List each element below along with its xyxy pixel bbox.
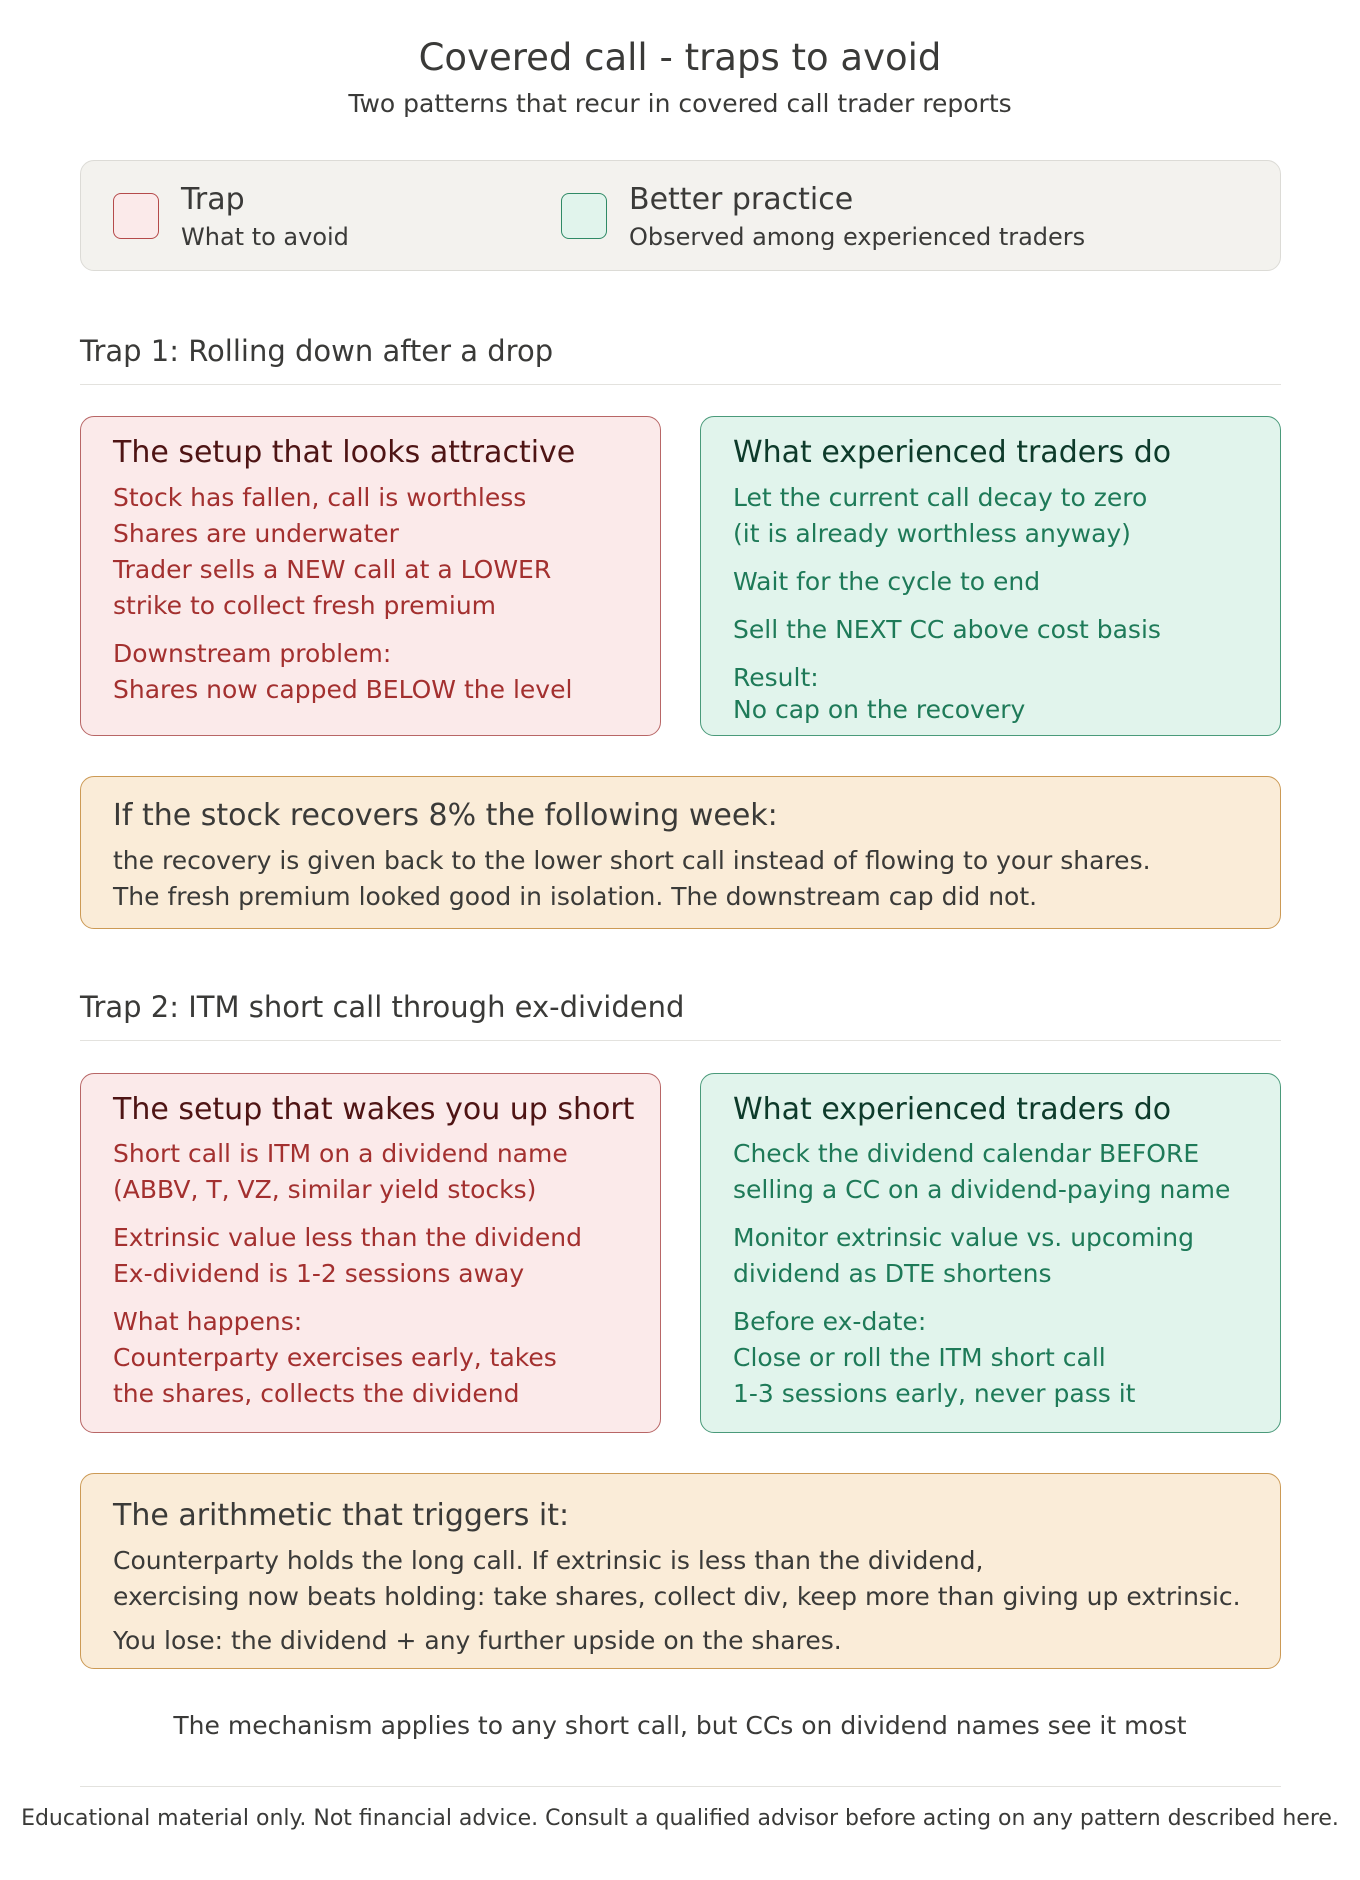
trap2-trap-line: Ex-dividend is 1-2 sessions away (113, 1259, 525, 1288)
trap1-note-line: The fresh premium looked good in isolation. The downstream cap did not. (113, 882, 1038, 911)
trap1-good-card-title: What experienced traders do (733, 435, 1172, 470)
trap1-trap-line: strike to collect fresh premium (113, 591, 497, 620)
trap1-note-title: If the stock recovers 8% the following week: (113, 798, 778, 833)
trap2-trap-card (80, 1073, 661, 1433)
disclaimer: Educational material only. Not financial advice. Consult a qualified advisor before acting on any pattern described here. (21, 1806, 1339, 1831)
trap2-trap-line: What happens: (113, 1307, 303, 1336)
trap2-good-line: 1-3 sessions early, never pass it (733, 1379, 1136, 1408)
trap2-trap-line: Extrinsic value less than the dividend (113, 1223, 582, 1252)
trap1-trap-card (80, 416, 661, 736)
trap2-good-card (700, 1073, 1281, 1433)
trap1-good-card (700, 416, 1281, 736)
trap2-trap-card-title: The setup that wakes you up short (113, 1092, 635, 1127)
trap1-trap-line: Trader sells a NEW call at a LOWER (113, 555, 552, 584)
trap1-trap-line: Stock has fallen, call is worthless (113, 483, 527, 512)
trap2-heading: Trap 2: ITM short call through ex-dividend (80, 990, 685, 1024)
trap1-good-line: No cap on the recovery (733, 695, 1026, 724)
trap2-good-line: Before ex-date: (733, 1307, 927, 1336)
trap2-good-line: selling a CC on a dividend-paying name (733, 1175, 1231, 1204)
trap1-heading: Trap 1: Rolling down after a drop (80, 334, 554, 368)
trap1-good-line: Sell the NEXT CC above cost basis (733, 615, 1161, 644)
trap1-good-line: Wait for the cycle to end (733, 567, 1041, 596)
trap2-note-title: The arithmetic that triggers it: (113, 1498, 570, 1533)
trap2-good-line: Close or roll the ITM short call (733, 1343, 1106, 1372)
trap1-note-line: the recovery is given back to the lower short call instead of flowing to your shares. (113, 846, 1151, 875)
trap2-good-line: dividend as DTE shortens (733, 1259, 1052, 1288)
trap1-note-card (80, 776, 1281, 929)
trap1-divider (80, 384, 1281, 385)
trap1-good-line: (it is already worthless anyway) (733, 519, 1131, 548)
legend-good-subtitle: Observed among experienced traders (629, 223, 1086, 251)
trap2-trap-line: the shares, collects the dividend (113, 1379, 520, 1408)
trap2-good-line: Check the dividend calendar BEFORE (733, 1139, 1200, 1168)
trap2-note-line: exercising now beats holding: take shares, collect div, keep more than giving up extrinsic. (113, 1582, 1241, 1611)
better-practice-swatch (561, 193, 607, 239)
legend-trap-subtitle: What to avoid (181, 223, 349, 251)
trap1-trap-line: Downstream problem: (113, 639, 392, 668)
legend-good-title: Better practice (629, 182, 854, 217)
trap2-divider (80, 1040, 1281, 1041)
trap1-trap-line: Shares now capped BELOW the level (113, 675, 573, 704)
trap2-note-line: You lose: the dividend + any further upside on the shares. (113, 1626, 842, 1655)
trap2-trap-line: Short call is ITM on a dividend name (113, 1139, 568, 1168)
page-subtitle: Two patterns that recur in covered call trader reports (348, 89, 1012, 118)
footer-divider (80, 1786, 1281, 1787)
mechanism-note: The mechanism applies to any short call, but CCs on dividend names see it most (173, 1711, 1187, 1740)
trap2-note-card (80, 1473, 1281, 1669)
legend-trap-title: Trap (181, 182, 245, 217)
trap1-good-line: Let the current call decay to zero (733, 483, 1148, 512)
trap1-good-line: Result: (733, 663, 819, 692)
page-title: Covered call - traps to avoid (418, 36, 942, 79)
trap1-trap-line: Shares are underwater (113, 519, 399, 548)
trap1-trap-card-title: The setup that looks attractive (113, 435, 576, 470)
trap2-good-card-title: What experienced traders do (733, 1092, 1172, 1127)
trap2-trap-line: Counterparty exercises early, takes (113, 1343, 557, 1372)
trap2-trap-line: (ABBV, T, VZ, similar yield stocks) (113, 1175, 537, 1204)
trap-swatch (113, 193, 159, 239)
trap2-good-line: Monitor extrinsic value vs. upcoming (733, 1223, 1194, 1252)
trap2-note-line: Counterparty holds the long call. If extrinsic is less than the dividend, (113, 1546, 984, 1575)
legend (80, 160, 1281, 271)
